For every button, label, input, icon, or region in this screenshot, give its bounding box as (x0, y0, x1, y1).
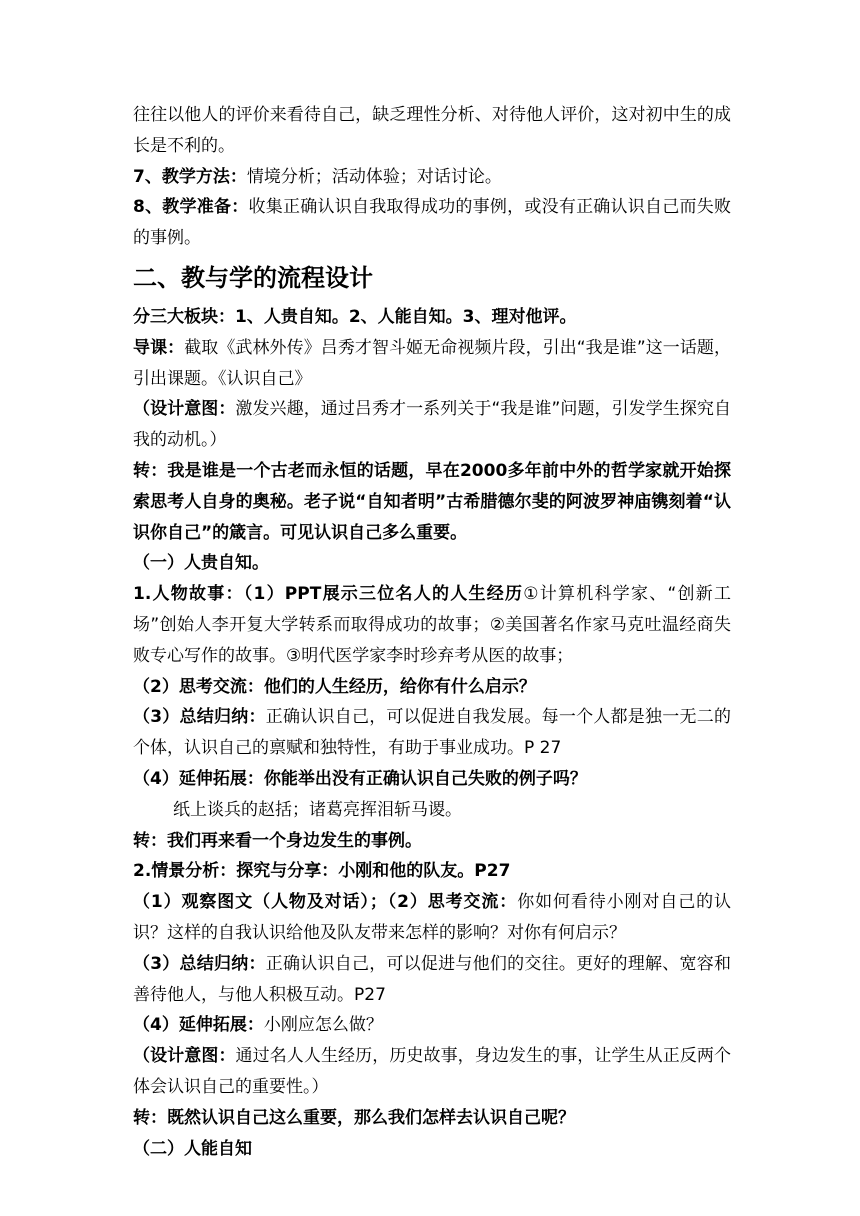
design-intent-2-text: 通过名人人生经历，历史故事，身边发生的事，让学生从正反两个体会认识自己的重要性。） (133, 1046, 732, 1097)
summary-2-text: 正确认识自己，可以促进与他们的交往。更好的理解、宽容和善待他人，与他人积极互动。P27 (133, 953, 731, 1005)
section-heading: 二、教与学的流程设计 (133, 263, 373, 292)
person-story (133, 579, 731, 671)
teaching-methods-text: 情境分析；活动体验；对话讨论。 (246, 166, 502, 187)
person-story-label: 1.人物故事：（1）PPT展示三位名人的人生经历 (133, 584, 524, 605)
teaching-prep (133, 192, 731, 254)
extension-2 (133, 1010, 731, 1041)
lead-in-text: 截取《武林外传》吕秀才智斗姬无命视频片段，引出“我是谁”这一话题，引出课题。《认识自己》 (133, 337, 732, 389)
lead-in (133, 333, 731, 395)
teaching-methods (133, 162, 731, 193)
summary-1-label: （3）总结归纳： (133, 707, 266, 728)
failure-examples: 纸上谈兵的赵括；诸葛亮挥泪斩马谡。 (173, 799, 462, 820)
person-story-text: ①计算机科学家、“创新工场”创始人李开复大学转系而取得成功的故事；②美国著名作家马克吐温经商失败专心写作的故事。③明代医学家李时珍弃考从医的故事； (133, 584, 731, 666)
extension-1: （4）延伸拓展：你能举出没有正确认识自己失败的例子吗？ (133, 768, 587, 789)
transition-3: 转：既然认识自己这么重要，那么我们怎样去认识自己呢？ (133, 1107, 575, 1128)
think-exchange-1: （2）思考交流：他们的人生经历，给你有什么启示？ (133, 676, 536, 697)
design-intent-1-text: 激发兴趣，通过吕秀才一系列关于“我是谁”问题，引发学生探究自我的动机。） (133, 399, 732, 451)
observe-think-label: （1）观察图文（人物及对话）；（2）思考交流： (133, 892, 518, 913)
summary-2 (133, 949, 731, 1011)
teaching-prep-text: 收集正确认识自我取得成功的事例，或没有正确认识自己而失败的事例。 (133, 197, 731, 249)
extension-2-text: 小刚应怎么做？ (263, 1015, 383, 1036)
observe-think-text: 你如何看待小刚对自己的认识？这样的自我认识给他及队友带来怎样的影响？对你有何启示？ (133, 892, 731, 943)
intro-paragraph (133, 100, 731, 162)
observe-think (133, 887, 731, 949)
design-intent-1 (133, 394, 731, 456)
summary-1 (133, 702, 731, 764)
blocks-overview: 分三大板块：1、人贵自知。2、人能自知。3、理对他评。 (133, 306, 577, 327)
transition-1: 转：我是谁是一个古老而永恒的话题，早在2000多年前中外的哲学家就开始探索思考人自身的奥秘。老子说“自知者明”古希腊德尔斐的阿波罗神庙镌刻着“认识你自己”的箴言。可见认识自己多么重要。 (133, 460, 731, 543)
teaching-prep-label: 8、教学准备： (133, 197, 249, 218)
teaching-methods-label: 7、教学方法： (133, 166, 247, 187)
summary-1-text: 正确认识自己，可以促进自我发展。每一个人都是独一无二的个体，认识自己的禀赋和独特性，有助于事业成功。P 27 (133, 707, 731, 759)
design-intent-2 (133, 1041, 731, 1103)
design-intent-1-label: （设计意图： (133, 399, 236, 420)
design-intent-2-label: （设计意图： (133, 1046, 236, 1067)
intro-text: 往往以他人的评价来看待自己，缺乏理性分析、对待他人评价，这对初中生的成长是不利的。 (133, 105, 731, 156)
scenario-analysis: 2.情景分析：探究与分享：小刚和他的队友。P27 (133, 861, 511, 882)
part-1-title: （一）人贵自知。 (133, 553, 269, 574)
summary-2-label: （3）总结归纳： (133, 953, 266, 974)
extension-2-label: （4）延伸拓展： (133, 1015, 264, 1036)
part-2-title: （二）人能自知 (133, 1138, 252, 1159)
transition-2: 转：我们再来看一个身边发生的事例。 (133, 830, 422, 851)
lead-in-label: 导课： (133, 337, 185, 358)
document-page (133, 100, 731, 1164)
